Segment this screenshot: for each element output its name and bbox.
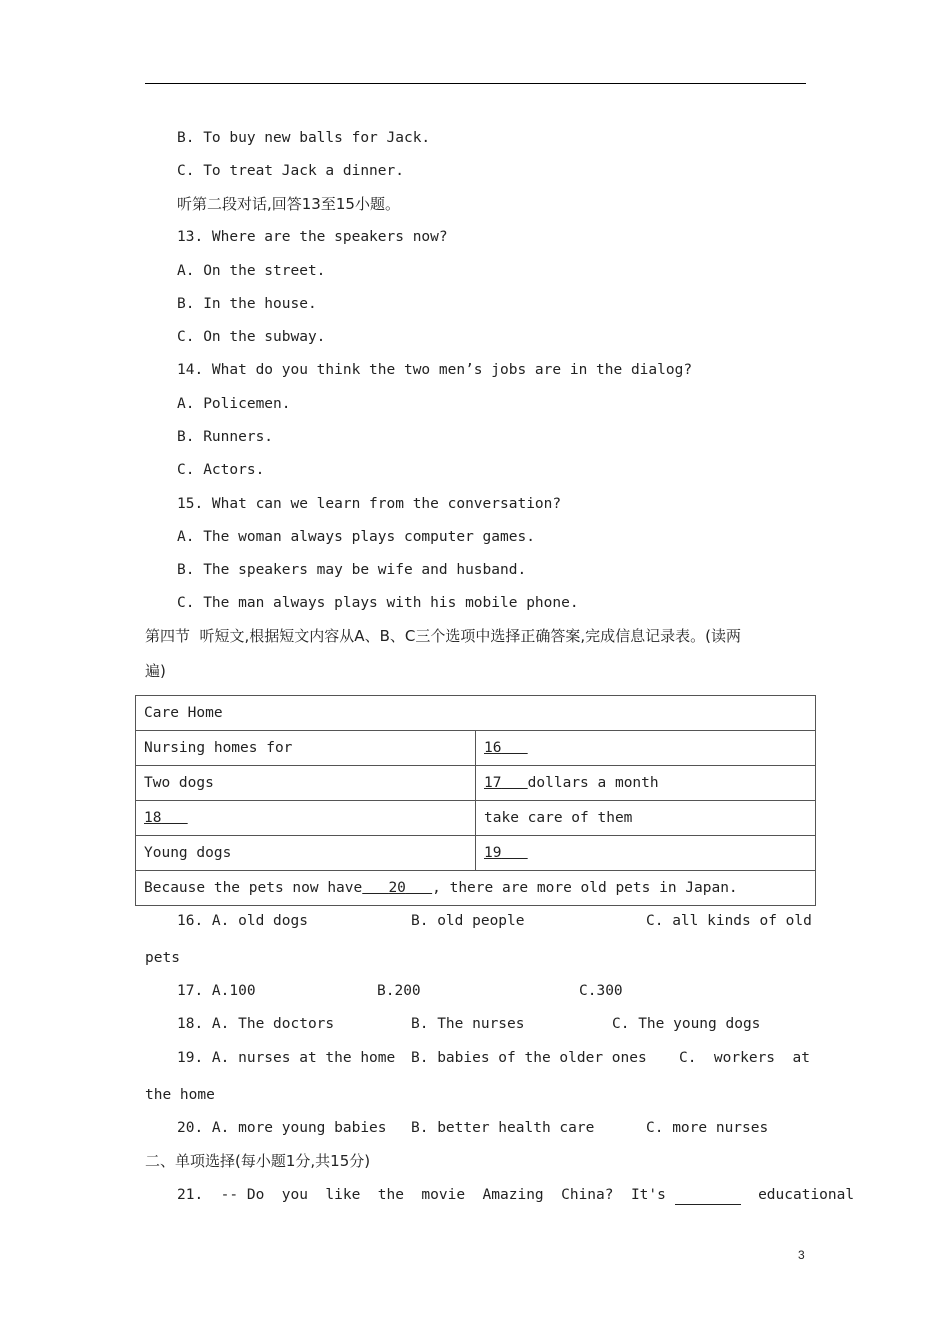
option-15c: C. The man always plays with his mobile phone. (177, 595, 579, 611)
option-13c: C. On the subway. (177, 329, 326, 345)
option-13b: B. In the house. (177, 296, 317, 312)
table-row (136, 696, 816, 731)
option-17a: 17. A.100 (177, 983, 256, 999)
table-cell (476, 836, 816, 871)
option-14c: C. Actors. (177, 462, 265, 478)
table-cell: 17 dollars a month (476, 766, 816, 801)
section-2-intro: 听第二段对话,回答13至15小题。 (177, 195, 400, 213)
option-19c: C. workers at (679, 1050, 810, 1066)
option-18b: B. The nurses (411, 1016, 525, 1032)
option-20b: B. better health care (411, 1120, 595, 1136)
blank-20: 20 (388, 880, 406, 896)
option-14a: A. Policemen. (177, 396, 291, 412)
answer-blank (675, 1186, 741, 1205)
section-4-instruction-cont: 遍) (145, 662, 166, 680)
table-title: Care Home (136, 696, 816, 731)
question-21: 21. -- Do you like the movie Amazing China? It's educational (177, 1187, 855, 1203)
table-row (136, 836, 816, 871)
info-record-table (135, 695, 816, 906)
page-number: 3 (798, 1248, 805, 1262)
option-17b: B.200 (377, 983, 421, 999)
option-18c: C. The young dogs (612, 1016, 761, 1032)
option-15a: A. The woman always plays computer games. (177, 529, 535, 545)
table-cell (136, 801, 476, 836)
question-13: 13. Where are the speakers now? (177, 229, 448, 245)
blank-19: 19 (484, 845, 502, 861)
option-12b: B. To buy new balls for Jack. (177, 130, 431, 146)
option-16c: C. all kinds of old (646, 913, 812, 929)
blank-16: 16 (484, 740, 502, 756)
option-12c: C. To treat Jack a dinner. (177, 163, 404, 179)
blank-17: 17 (484, 775, 502, 791)
table-cell (476, 731, 816, 766)
table-cell: Because the pets now have 20 , there are more old pets in Japan. (136, 871, 816, 906)
part-2-title: 二、单项选择(每小题1分,共15分) (145, 1152, 371, 1170)
option-19c-cont: the home (145, 1087, 215, 1103)
table-row (136, 731, 816, 766)
option-13a: A. On the street. (177, 263, 326, 279)
option-16c-cont: pets (145, 950, 180, 966)
section-4-instruction: 第四节 听短文,根据短文内容从A、B、C三个选项中选择正确答案,完成信息记录表。(读两 (145, 627, 741, 645)
table-cell: Two dogs (136, 766, 476, 801)
option-20a: 20. A. more young babies (177, 1120, 387, 1136)
option-17c: C.300 (579, 983, 623, 999)
table-cell: Young dogs (136, 836, 476, 871)
table-row (136, 871, 816, 906)
table-row (136, 766, 816, 801)
option-19b: B. babies of the older ones (411, 1050, 647, 1066)
option-20c: C. more nurses (646, 1120, 769, 1136)
option-16b: B. old people (411, 913, 525, 929)
question-14: 14. What do you think the two men’s jobs are in the dialog? (177, 362, 693, 378)
table-cell: Nursing homes for (136, 731, 476, 766)
table-row (136, 801, 816, 836)
option-14b: B. Runners. (177, 429, 274, 445)
table-cell: take care of them (476, 801, 816, 836)
option-16a: 16. A. old dogs (177, 913, 308, 929)
option-15b: B. The speakers may be wife and husband. (177, 562, 527, 578)
option-18a: 18. A. The doctors (177, 1016, 335, 1032)
question-15: 15. What can we learn from the conversation? (177, 496, 562, 512)
blank-18: 18 (144, 810, 162, 826)
header-rule (145, 83, 806, 84)
option-19a: 19. A. nurses at the home (177, 1050, 396, 1066)
